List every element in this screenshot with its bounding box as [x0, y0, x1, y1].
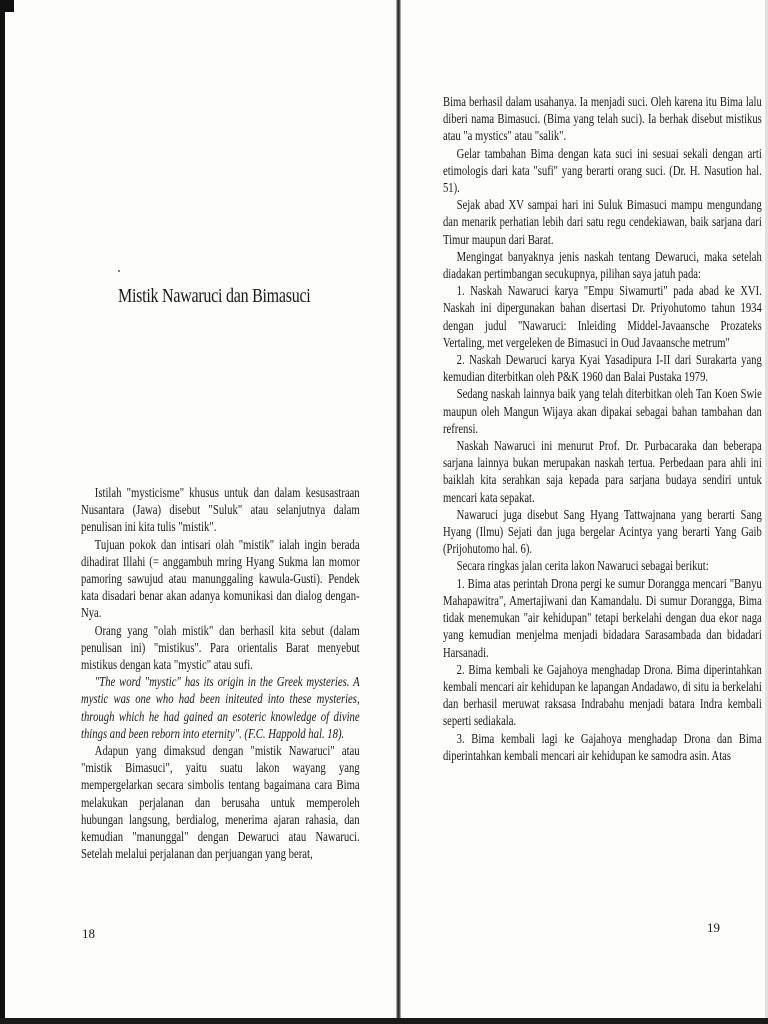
- quotation-paragraph: "The word "mystic" has its origin in the Greek mysteries. A mystic was one who had been initeuted into these mysteries, through which he had gained an esoteric knowledge of divine things and been reborn into eternity". (F.C. Happold hal. 18).: [81, 674, 360, 741]
- page-number: 19: [707, 920, 720, 935]
- paragraph: Tujuan pokok dan intisari olah "mistik" ialah ingin berada dihadirat Illahi (= anggambuh mring Hyang Sukma lan momor pamoring sawujud atau manunggaling kawula-Gusti). Pendek kata disadari benar akan adanya komunikasi dan dialog dengan-Nya.: [81, 536, 360, 621]
- right-page: [401, 0, 765, 1024]
- list-item: 2. Bima kembali ke Gajahoya menghadap Drona. Bima diperintahkan kembali mencari air kehidupan ke lapangan Andadawo, di situ ia berkelahi dan berhasil meruwat raksasa Indrabahu menjadi batara Indra kembali seperti sediakala.: [443, 661, 762, 729]
- list-item: 1. Bima atas perintah Drona pergi ke sumur Dorangga mencari "Banyu Mahapawitra", Amertajiwani dan Kamandalu. Di sumur Dorangga, Bima tidak menemukan "air kehidupan" tetapi berkelahi dengan dua ekor naga yang kemudian menjelma menjadi bidadara Sarasambada dan bidadari Harsanadi.: [443, 575, 762, 660]
- paragraph: Gelar tambahan Bima dengan kata suci ini sesuai sekali dengan arti etimologis dari kata "sufi" yang berarti orang suci. (Dr. H. Nasution hal. 51).: [443, 145, 762, 196]
- paragraph: Adapun yang dimaksud dengan "mistik Nawaruci" atau "mistik Bimasuci", yaitu suatu lakon wayang yang mempergelarkan secara simbolis tentang bagaimana cara Bima melakukan perjalanan dan berusaha untuk memperoleh hubungan langsung, berdialog, menerima ajaran rahasia, dan kemudian "manunggal" dengan Dewaruci atau Nawaruci. Setelah melalui perjalanan dan perjuangan yang berat,: [81, 743, 360, 862]
- page-number: 18: [82, 926, 95, 941]
- paragraph: Naskah Nawaruci ini menurut Prof. Dr. Purbacaraka dan beberapa sarjana lainnya bukan merupakan naskah tertua. Perbedaan para ahli ini baiklah kita serahkan saja kepada para sarjana budaya sendiri untuk mencari kata sepakat.: [443, 438, 762, 505]
- right-page-body: [443, 93, 762, 764]
- list-item: 3. Bima kembali lagi ke Gajahoya menghadap Drona dan Bima diperintahkan kembali mencari air kehidupan ke samodra asin. Atas: [443, 730, 762, 763]
- paragraph: Sejak abad XV sampai hari ini Suluk Bimasuci mampu mengundang dan menarik perhatian lebih dari satu regu cendekiawan, baik sarjana dari Timur maupun dari Barat.: [443, 197, 762, 247]
- paragraph: Orang yang "olah mistik" dan berhasil kita sebut (dalam penulisan ini) "mistikus". Para orientalis Barat menyebut mistikus dengan kata "mystic" atau sufi.: [81, 622, 360, 673]
- paragraph: Nawaruci juga disebut Sang Hyang Tattwajnana yang berarti Sang Hyang (Ilmu) Sejati dan juga bergelar Acintya yang berarti Yang Gaib (Prijohutomo hal. 6).: [443, 506, 762, 557]
- paragraph: Bima berhasil dalam usahanya. Ia menjadi suci. Oleh karena itu Bima lalu diberi nama Bimasuci. (Bima yang telah suci). Ia berhak disebut mistikus atau "a mystics" atau "salik".: [443, 94, 762, 144]
- list-item: 2. Naskah Dewaruci karya Kyai Yasadipura I-II dari Surakarta yang kemudian diterbitkan oleh P&K 1960 dan Balai Pustaka 1979.: [443, 352, 762, 385]
- paragraph: Sedang naskah lainnya baik yang telah diterbitkan oleh Tan Koen Swie maupun oleh Mangun Wijaya akan dipakai sebagai bahan tambahan dan refrensi.: [443, 386, 762, 436]
- paragraph: Istilah "mysticisme" khusus untuk dan dalam kesusastraan Nusantara (Jawa) disebut "Suluk" atau selanjutnya dalam penulisan ini kita tulis "mistik".: [81, 485, 360, 535]
- paragraph: Mengingat banyaknya jenis naskah tentang Dewaruci, maka setelah diadakan pertimbangan secukupnya, pilihan saya jatuh pada:: [443, 248, 762, 282]
- list-item: 1. Naskah Nawaruci karya "Empu Siwamurti" pada abad ke XVI. Naskah ini dipergunakan bahan disertasi Dr. Priyohutomo tahun 1934 dengan judul "Nawaruci: Inleiding Middel-Javaansche Prozateks Vertaling, met vergeleken de Bimasuci in Oud Javaansche metrum": [443, 283, 762, 350]
- paragraph: Secara ringkas jalan cerita lakon Nawaruci sebagai berikut:: [456, 558, 709, 574]
- chapter-title: Mistik Nawaruci dan Bimasuci: [118, 286, 311, 307]
- scan-speck: [118, 270, 120, 272]
- left-page-body: [81, 484, 360, 862]
- left-page: [5, 0, 396, 1024]
